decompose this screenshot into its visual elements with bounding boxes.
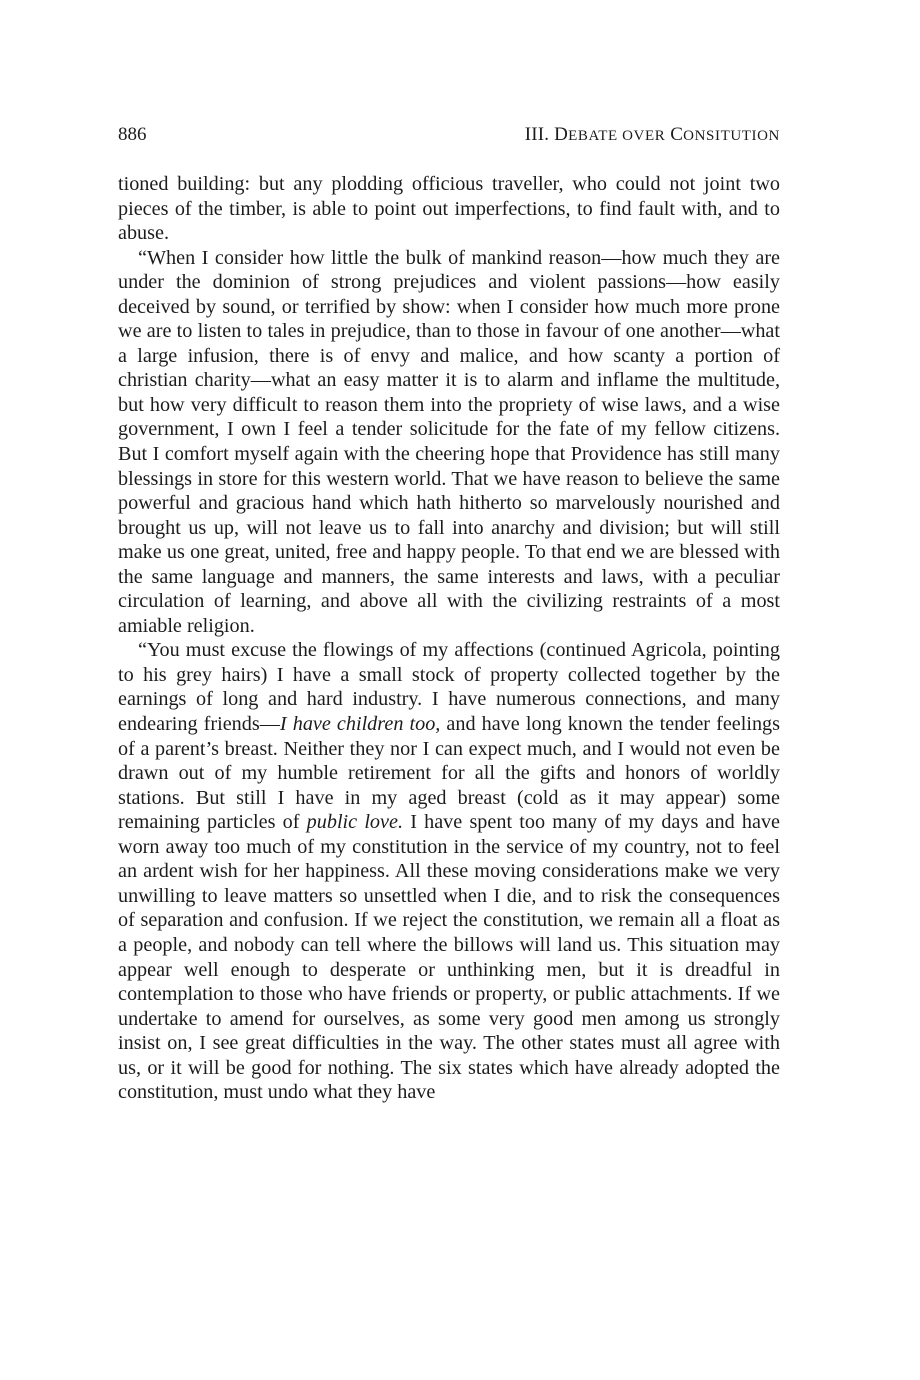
running-head-smallcaps-2: ONSITUTION [683, 128, 780, 144]
paragraph-text: “When I consider how little the bulk of mankind reason—how much they are under the dominion of strong prejudices and violent passions—how easily deceived by sound, or terrified by show: when I consider how much more prone we are to listen to tales in prejudice, than to those in favour of one another—what a large infusion, there is of envy and malice, and how scanty a portion of christian charity—what an easy matter it is to alarm and inflame the multitude, but how very difficult to reason them into the propriety of wise laws, and a wise government, I own I feel a tender solicitude for the fate of my fellow citizens. But I comfort myself again with the cheering hope that Providence has still many blessings in store for this western world. That we have reason to believe the same powerful and gracious hand which hath hitherto so marvelously nourished and brought us up, will not leave us to fall into anarchy and division; but will still make us one great, united, free and happy people. To that end we are blessed with the same language and manners, the same interests and laws, with a peculiar circulation of learning, and above all with the civilizing restraints of a most amiable religion. [118, 246, 780, 637]
paragraph-text: tioned building: but any plodding officious traveller, who could not joint two pieces of the timber, is able to point out imperfections, to find fault with, and to abuse. [118, 173, 780, 245]
running-head-smallcaps-1: EBATE OVER [568, 128, 666, 144]
italic-public-love: public love. [306, 811, 403, 834]
page-header [118, 124, 780, 146]
page-number: 886 [118, 124, 147, 145]
paragraph-continued [118, 172, 780, 246]
body-text [118, 172, 780, 1105]
paragraph-affections [118, 638, 780, 1104]
running-head-mid: C [665, 124, 684, 145]
paragraph-text: I have spent too many of my days and have worn away too much of my constitution in the service of my country, not to feel an ardent wish for her happiness. All these moving considerations make we very unwilling to leave matters so unsettled when I die, and to risk the consequences of separation and confusion. If we reject the constitution, we remain all a float as a people, and nobody can tell where the billows will land us. This situation may appear well enough to desperate or unthinking men, but it is dreadful in contemplation to those who have friends or property, or public attachments. If we undertake to amend for ourselves, as some very good men among us strongly insist on, I see great difficulties in the way. The other states must all agree with us, or it will be good for nothing. The six states which have already adopted the constitution, must undo what they have [118, 811, 780, 1104]
italic-children-phrase: I have children too, [279, 713, 441, 736]
paragraph-text: and have long known the tender feelings of a parent’s breast. Neither they nor I can expect much, and I would not even be drawn out of my humble retirement for all the gifts and honors of worldly stations. But still I have in my aged breast (cold as it may appear) some remaining particles of [118, 713, 781, 834]
paragraph-reason [118, 246, 780, 639]
running-head-prefix: III. D [524, 124, 569, 145]
running-head [525, 124, 780, 146]
paragraph-text: “You must excuse the flowings of my affections (continued Agricola, pointing to his grey hairs) I have a small stock of property collected together by the earnings of long and hard industry. I have numerous connections, and many endearing friends— [118, 639, 780, 736]
